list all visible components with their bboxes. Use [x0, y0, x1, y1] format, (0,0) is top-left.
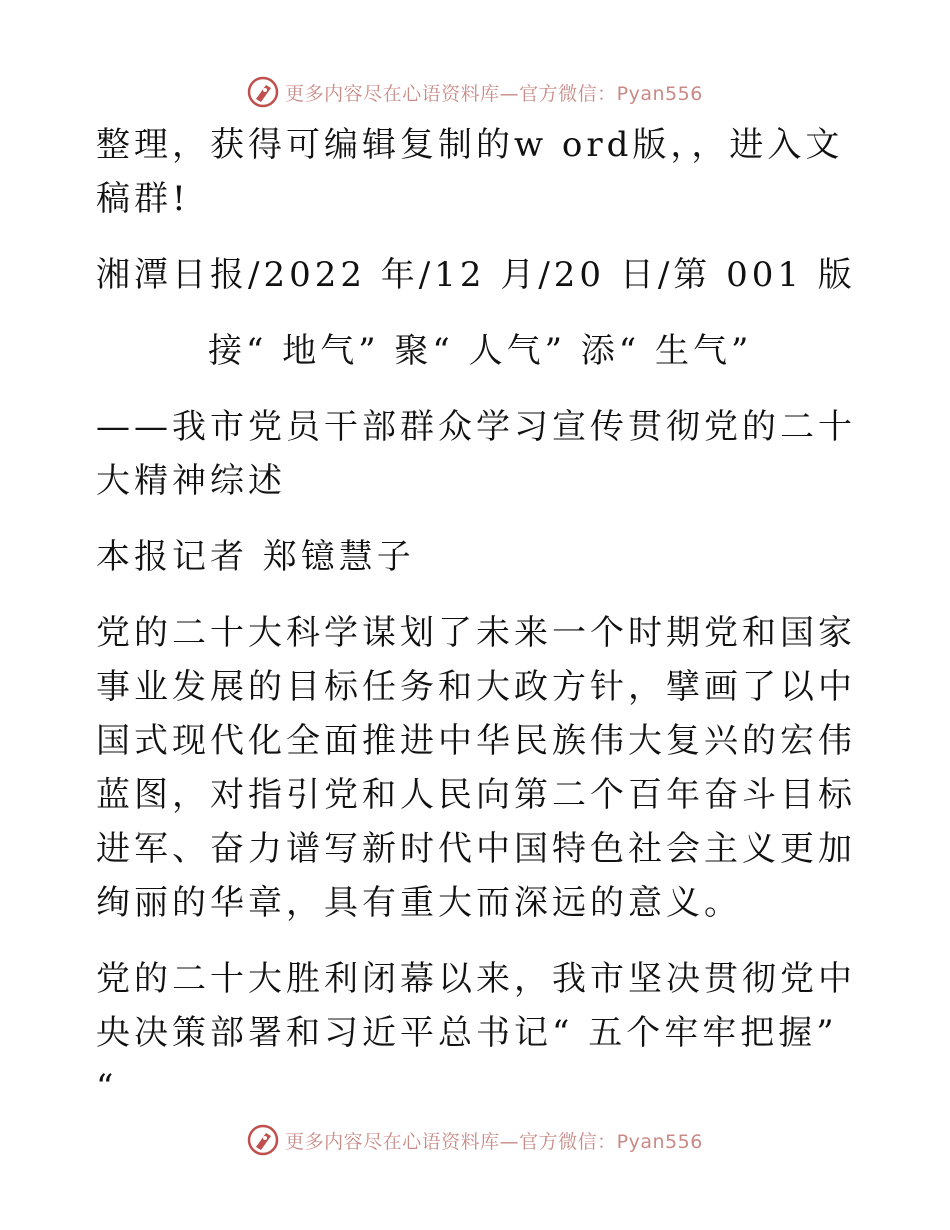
intro-text: 整理，获得可编辑复制的w ord版，，进入文稿群! [96, 125, 844, 219]
header-watermark [0, 72, 950, 112]
article-subtitle: ——我市党员干部群众学习宣传贯彻党的二十大精神综述 [96, 407, 856, 501]
article-title: 接“ 地气” 聚“ 人气” 添“ 生气” [208, 331, 753, 371]
pen-nib-circle-icon [247, 76, 279, 108]
body-paragraph: 党的二十大科学谋划了未来一个时期党和国家事业发展的目标任务和大政方针，擘画了以中国式现代化全面推进中华民族伟大复兴的宏伟蓝图，对指引党和人民向第二个百年奋斗目标进军、奋力谱写新时代中国特色社会主义更加绚丽的华章，具有重大而深远的意义。 [96, 613, 856, 923]
watermark-text: 更多内容尽在心语资料库—官方微信：Pyan556 [285, 82, 703, 105]
pen-nib-circle-icon [247, 1124, 279, 1156]
footer-watermark [0, 1120, 950, 1160]
body-paragraph: 党的二十大胜利闭幕以来，我市坚决贯彻党中央决策部署和习近平总书记“ 五个牢牢把握” “ [96, 959, 856, 1107]
source-line: 湘潭日报/2022 年/12 月/20 日/第 001 版 [96, 255, 856, 295]
document-body [96, 118, 856, 1136]
byline: 本报记者 郑镱慧子 [96, 537, 415, 577]
watermark-text: 更多内容尽在心语资料库—官方微信：Pyan556 [285, 1130, 703, 1153]
